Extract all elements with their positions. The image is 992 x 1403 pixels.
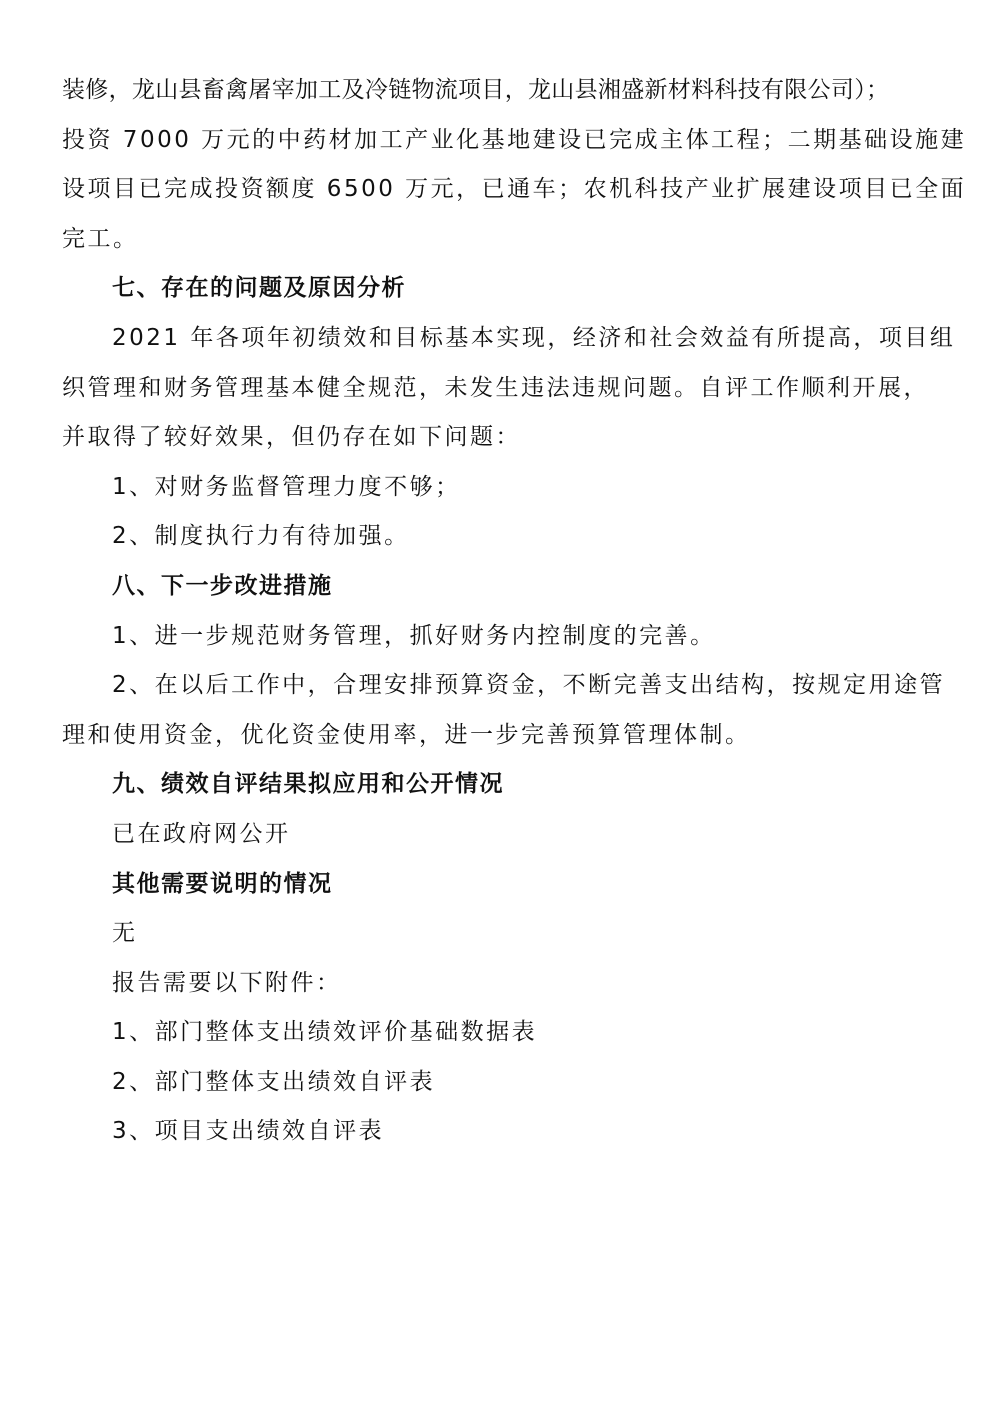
attachment-item: 2、部门整体支出绩效自评表	[112, 1068, 436, 1095]
paragraph-line: 织管理和财务管理基本健全规范，未发生违法违规问题。自评工作顺利开展，	[62, 374, 929, 401]
paragraph-line: 2021 年各项年初绩效和目标基本实现，经济和社会效益有所提高，项目组	[112, 324, 956, 351]
paragraph-line: 并取得了较好效果，但仍存在如下问题：	[62, 424, 521, 451]
section-text: 无	[112, 920, 138, 947]
paragraph-line: 完工。	[62, 225, 139, 252]
list-item-continuation: 理和使用资金，优化资金使用率，进一步完善预算管理体制。	[62, 721, 751, 748]
document-body	[62, 66, 967, 1157]
section-heading-application: 九、绩效自评结果拟应用和公开情况	[112, 771, 504, 798]
intro-paragraph	[62, 66, 967, 264]
paragraph-line: 装修，龙山县畜禽屠宰加工及冷链物流项目，龙山县湘盛新材料科技有限公司）；	[62, 77, 890, 103]
list-item: 2、制度执行力有待加强。	[112, 523, 410, 550]
section-text: 已在政府网公开	[112, 820, 291, 847]
section-heading-other: 其他需要说明的情况	[112, 870, 333, 897]
paragraph-line: 设项目已完成投资额度 6500 万元，已通车；农机科技产业扩展建设项目已全面	[62, 176, 967, 203]
attachment-item: 1、部门整体支出绩效评价基础数据表	[112, 1019, 538, 1046]
problems-paragraph	[62, 314, 956, 463]
list-item: 1、进一步规范财务管理，抓好财务内控制度的完善。	[112, 622, 716, 649]
paragraph-line: 投资 7000 万元的中药材加工产业化基地建设已完成主体工程；二期基础设施建	[62, 126, 967, 153]
section-heading-problems: 七、存在的问题及原因分析	[112, 275, 406, 302]
list-item: 2、在以后工作中，合理安排预算资金，不断完善支出结构，按规定用途管	[112, 672, 946, 699]
attachment-item: 3、项目支出绩效自评表	[112, 1118, 385, 1145]
list-item: 1、对财务监督管理力度不够；	[112, 473, 461, 500]
section-heading-improvements: 八、下一步改进措施	[112, 572, 333, 599]
attachments-intro: 报告需要以下附件：	[112, 969, 342, 996]
